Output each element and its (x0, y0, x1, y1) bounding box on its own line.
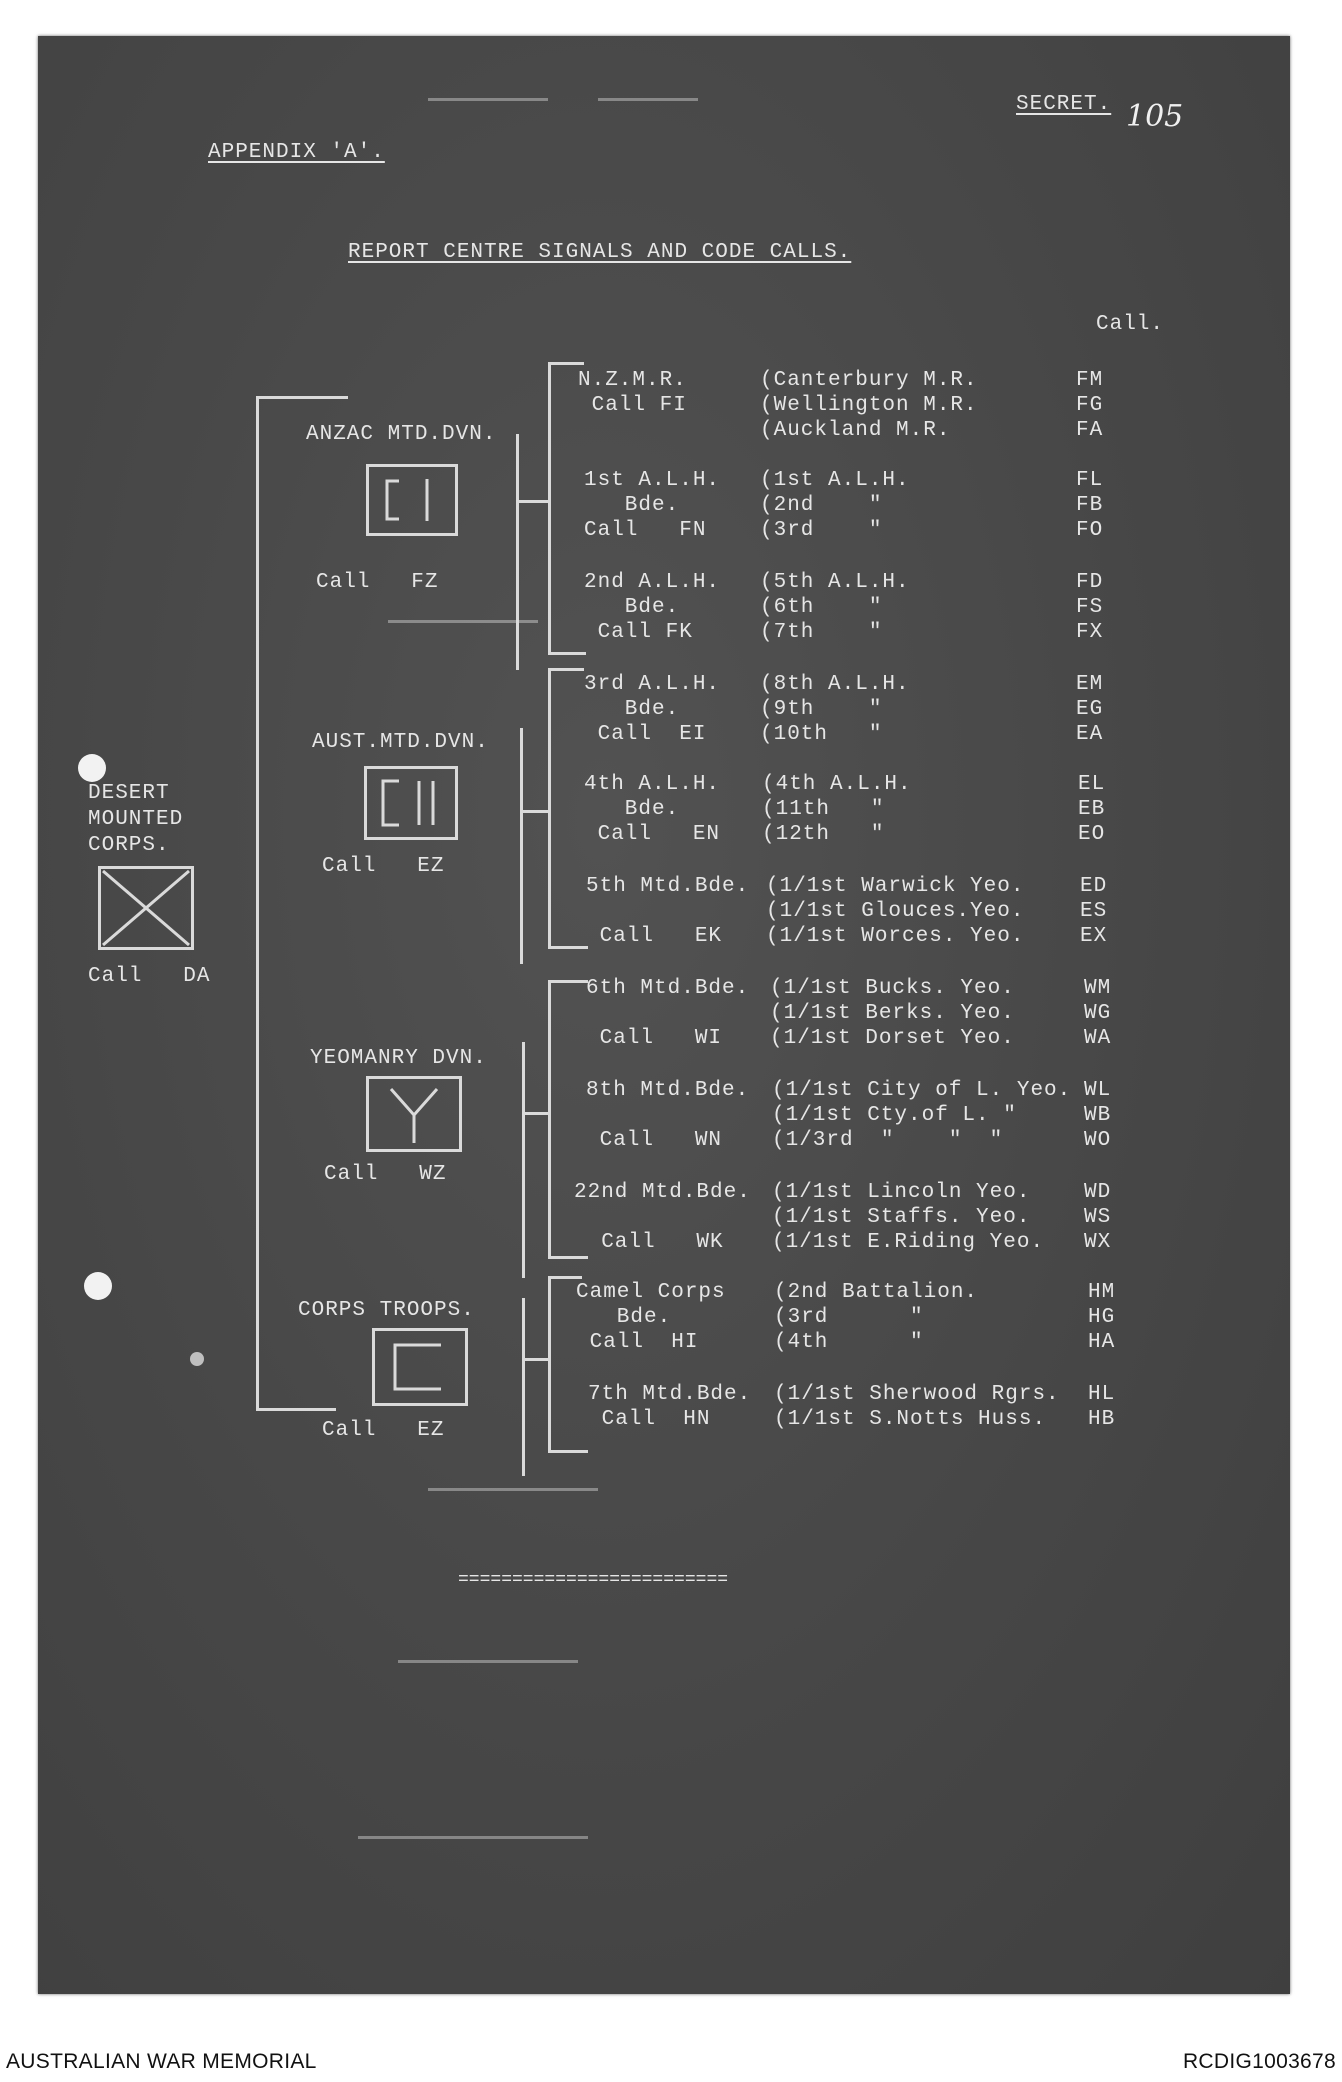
corps-bracket (256, 396, 259, 1410)
division-name: ANZAC MTD.DVN. (306, 423, 497, 446)
brigade-lines: 8th Mtd.Bde. Call WN (586, 1079, 750, 1152)
footer-archive-name: AUSTRALIAN WAR MEMORIAL (6, 2050, 317, 2073)
call-codes: FL FB FO (1076, 469, 1104, 542)
call-codes: WL WB WO (1084, 1079, 1112, 1152)
unit-list: (1/1st Bucks. Yeo. (1/1st Berks. Yeo. (1/1st Dorset Yeo. (770, 977, 1015, 1050)
unit-list: (1/1st Sherwood Rgrs. (1/1st S.Notts Huss. (774, 1383, 1060, 1431)
brigade-bracket (548, 1450, 588, 1453)
unit-list: (5th A.L.H. (6th " (7th " (760, 571, 910, 644)
unit-list: (8th A.L.H. (9th " (10th " (760, 673, 910, 746)
brigade-lines: N.Z.M.R. Call FI (578, 369, 687, 417)
division-symbol-box (366, 464, 458, 536)
brigade-lines: 1st A.L.H. Bde. Call FN (584, 469, 721, 542)
punch-hole (78, 754, 106, 782)
call-column-heading: Call. (1096, 313, 1165, 336)
call-codes: HL HB (1088, 1383, 1116, 1431)
division-call: Call WZ (324, 1163, 447, 1186)
division-connector (522, 1358, 550, 1361)
unit-list: (1/1st City of L. Yeo. (1/1st Cty.of L. " (1/3rd " " " (772, 1079, 1072, 1152)
division-connector (520, 810, 550, 813)
brigade-bracket (548, 1276, 551, 1452)
footer-record-id: RCDIG1003678 (1182, 2050, 1336, 2073)
division-ci-icon (369, 467, 455, 533)
punch-hole (190, 1352, 204, 1366)
unit-list: (2nd Battalion. (3rd " (4th " (774, 1281, 979, 1354)
call-codes: FM FG FA (1076, 369, 1104, 442)
unit-list: (1/1st Warwick Yeo. (1/1st Glouces.Yeo. (1/1st Worces. Yeo. (766, 875, 1025, 948)
division-name: CORPS TROOPS. (298, 1299, 475, 1322)
secret-mark: SECRET. (1016, 93, 1112, 116)
brigade-lines: 4th A.L.H. Bde. Call EN (584, 773, 721, 846)
brigade-bracket (548, 1276, 582, 1279)
call-codes: EM EG EA (1076, 673, 1104, 746)
division-call: Call FZ (316, 571, 439, 594)
brigade-lines: Camel Corps Bde. Call HI (576, 1281, 726, 1354)
closing-rule: ========================= (458, 1570, 729, 1590)
division-call: Call EZ (322, 1419, 445, 1442)
division-connector (522, 1298, 525, 1476)
corps-cross-icon (101, 869, 191, 947)
folio-number: 105 (1126, 99, 1184, 134)
division-connector (520, 728, 523, 964)
call-codes: WM WG WA (1084, 977, 1112, 1050)
corps-symbol-box (98, 866, 194, 950)
division-y-icon (369, 1079, 459, 1149)
brigade-lines: 7th Mtd.Bde. Call HN (588, 1383, 752, 1431)
division-symbol-box (364, 766, 458, 840)
division-symbol-box (366, 1076, 462, 1152)
division-connector (522, 1112, 550, 1115)
corps-name: DESERT MOUNTED CORPS. (88, 782, 184, 857)
division-cii-icon (367, 769, 455, 837)
streak (398, 1660, 578, 1663)
call-codes: ED ES EX (1080, 875, 1108, 948)
division-c-icon (375, 1331, 465, 1403)
unit-list: (1/1st Lincoln Yeo. (1/1st Staffs. Yeo. (1/1st E.Riding Yeo. (772, 1181, 1045, 1254)
brigade-lines: 5th Mtd.Bde. Call EK (586, 875, 750, 948)
streak (428, 98, 548, 101)
brigade-bracket (548, 362, 551, 654)
call-codes: EL EB EO (1078, 773, 1106, 846)
streak (358, 1836, 588, 1839)
streak (598, 98, 698, 101)
brigade-lines: 22nd Mtd.Bde. Call WK (574, 1181, 751, 1254)
brigade-bracket (548, 980, 588, 983)
brigade-bracket (548, 668, 584, 671)
call-codes: WD WS WX (1084, 1181, 1112, 1254)
unit-list: (4th A.L.H. (11th " (12th " (762, 773, 912, 846)
bracket-line (256, 396, 348, 399)
brigade-bracket (548, 1256, 588, 1259)
brigade-bracket (548, 980, 551, 1258)
division-call: Call EZ (322, 855, 445, 878)
brigade-bracket (548, 946, 588, 949)
call-codes: FD FS FX (1076, 571, 1104, 644)
streak (428, 1488, 598, 1491)
document-sheet (38, 36, 1290, 1994)
punch-hole (84, 1272, 112, 1300)
brigade-lines: 3rd A.L.H. Bde. Call EI (584, 673, 721, 746)
brigade-lines: 6th Mtd.Bde. Call WI (586, 977, 750, 1050)
division-name: YEOMANRY DVN. (310, 1047, 487, 1070)
brigade-bracket (548, 362, 584, 365)
document-title: REPORT CENTRE SIGNALS AND CODE CALLS. (348, 241, 852, 264)
division-connector (516, 500, 550, 503)
division-symbol-box (372, 1328, 468, 1406)
division-name: AUST.MTD.DVN. (312, 731, 489, 754)
bracket-line (256, 1408, 336, 1411)
unit-list: (Canterbury M.R. (Wellington M.R. (Auckland M.R. (760, 369, 978, 442)
division-connector (516, 434, 519, 670)
division-connector (522, 1042, 525, 1278)
corps-call: Call DA (88, 965, 211, 988)
call-codes: HM HG HA (1088, 1281, 1116, 1354)
brigade-bracket (548, 668, 551, 948)
brigade-bracket (548, 652, 586, 655)
unit-list: (1st A.L.H. (2nd " (3rd " (760, 469, 910, 542)
appendix-label: APPENDIX 'A'. (208, 141, 385, 164)
brigade-lines: 2nd A.L.H. Bde. Call FK (584, 571, 721, 644)
